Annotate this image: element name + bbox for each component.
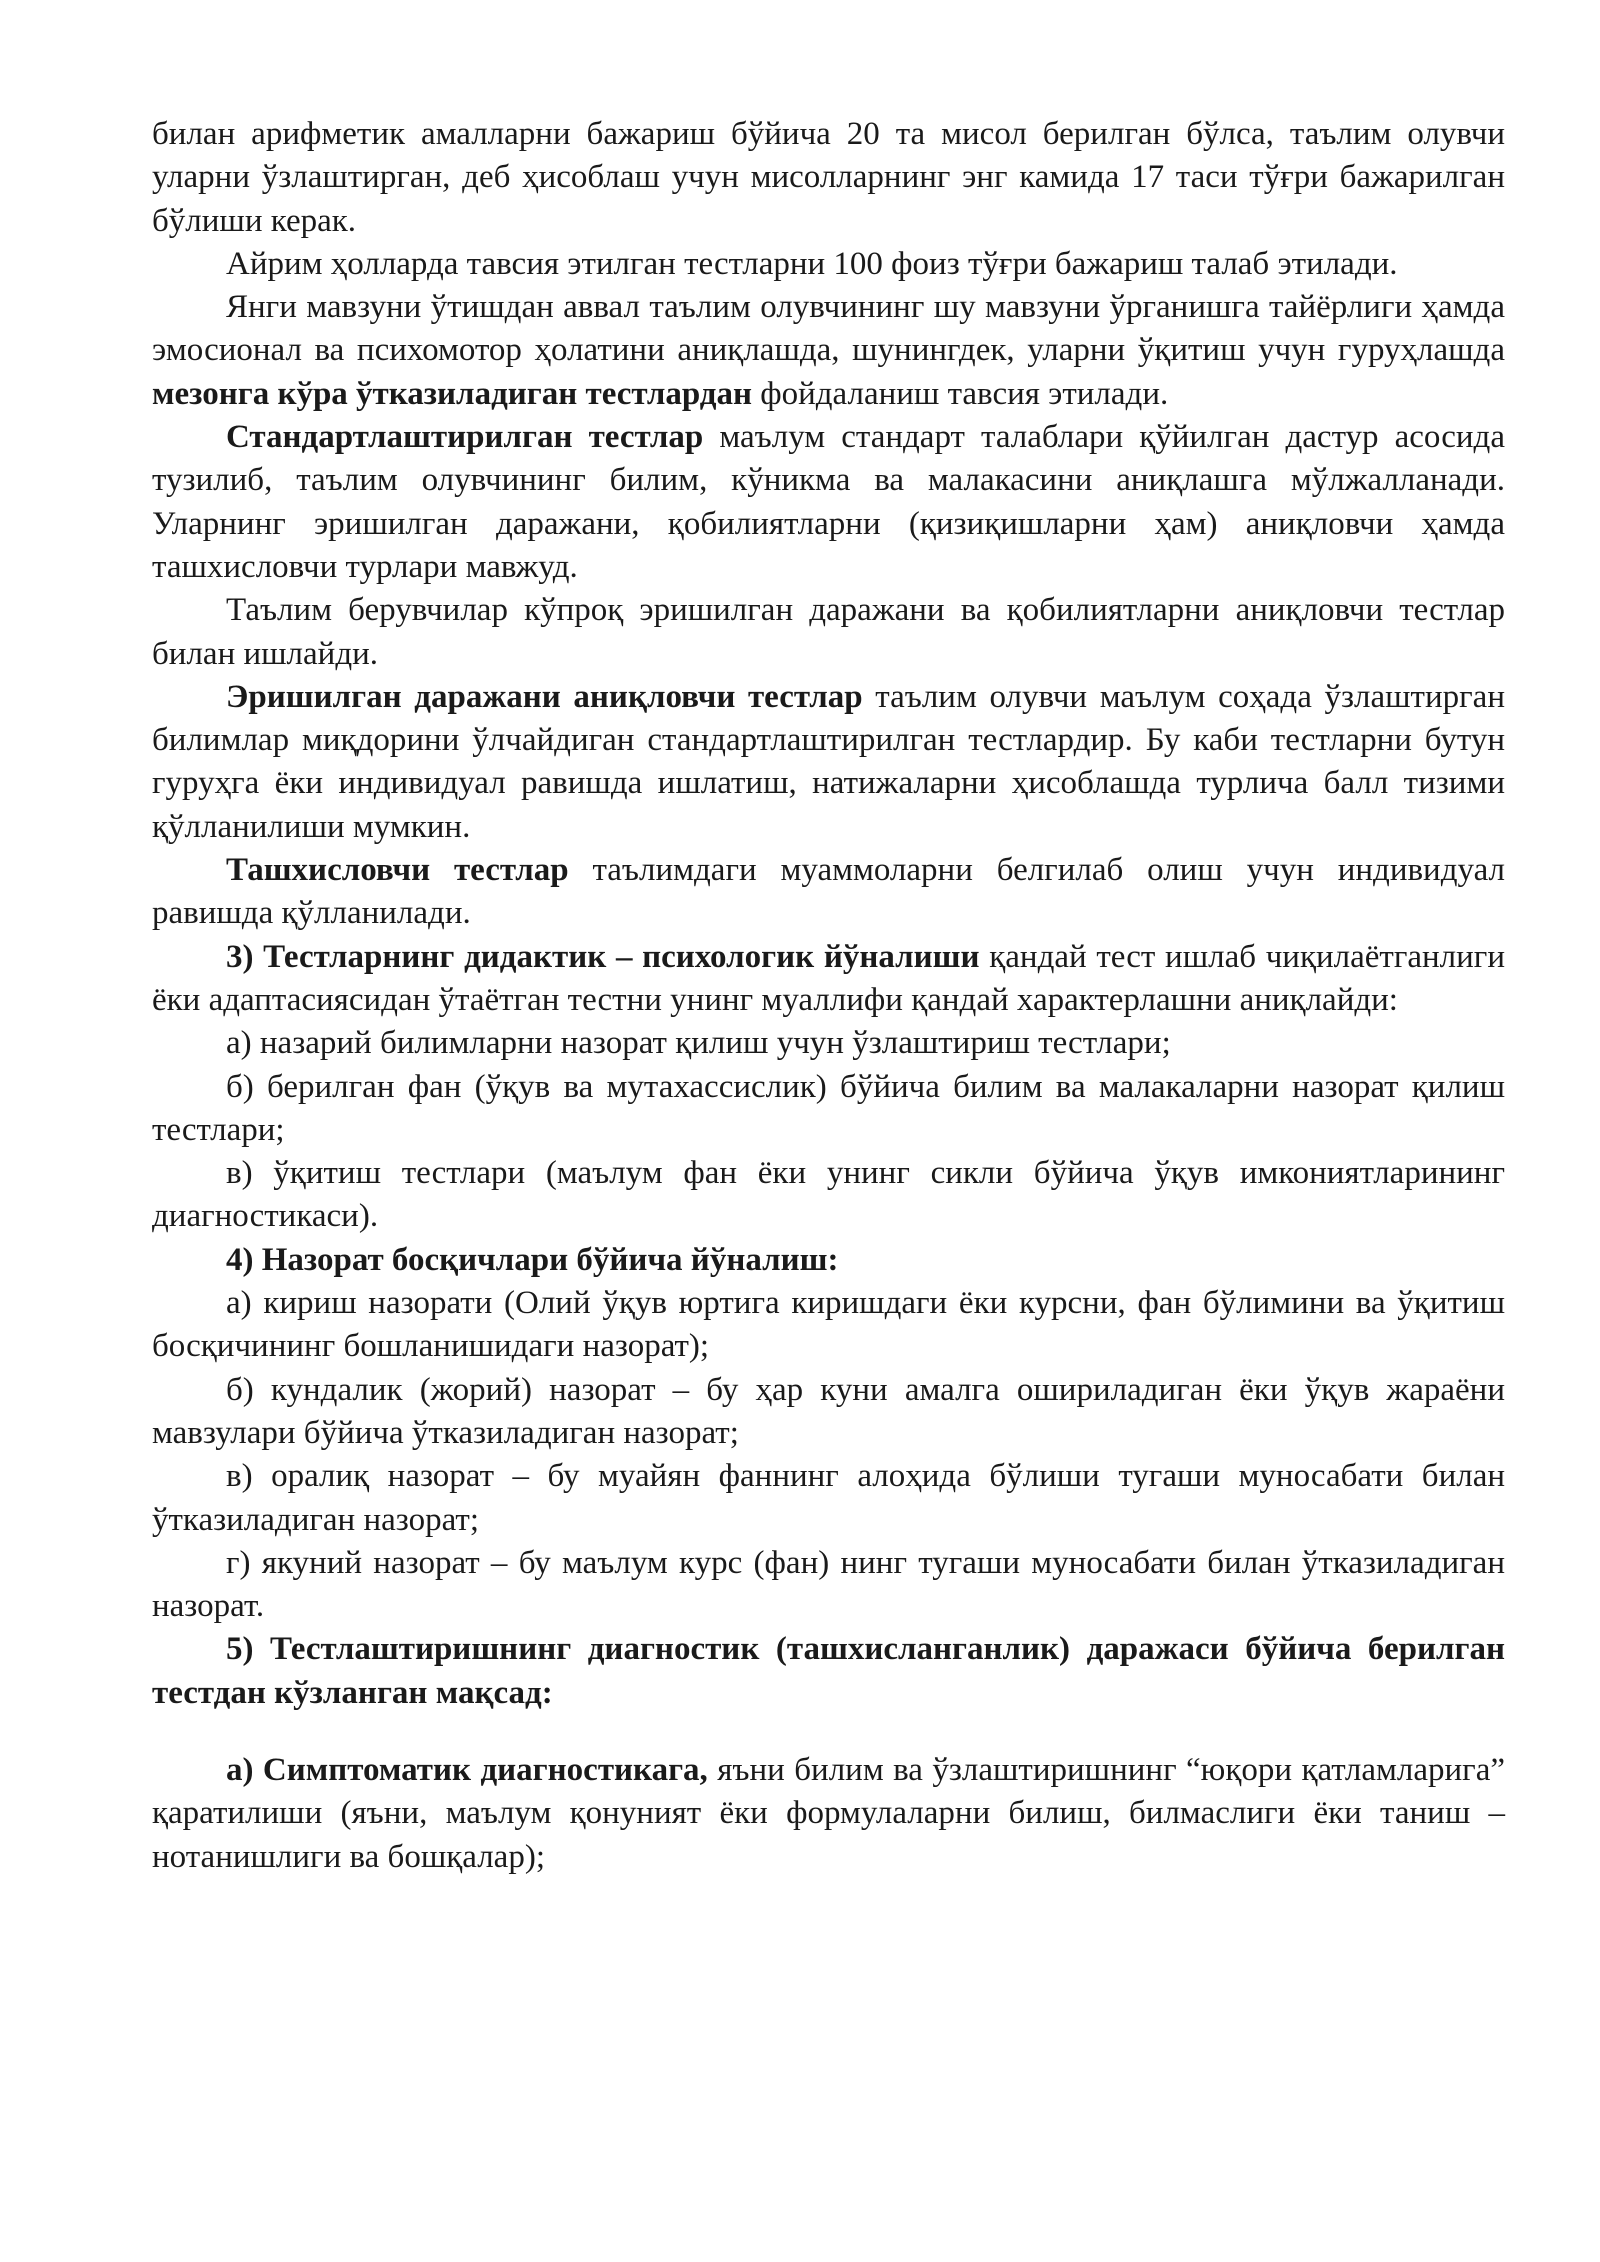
list-item-4d: г) якуний назорат – бу маълум курс (фан) нинг тугаши муносабати билан ўтказиладиган назорат.	[152, 1544, 1505, 1625]
bold-term: Ташхисловчи тестлар	[226, 852, 569, 889]
paragraph-diagnostic-tests: Ташхисловчи тестлар таълимдаги муаммоларни белгилаб олиш учун индивидуал равишда қўлланилади.	[152, 852, 1505, 932]
bold-term: 5) Тестлаштиришнинг диагностик (ташхисланганлик) даражаси бўйича берилган тестдан кўзланган мақсад:	[152, 1631, 1505, 1711]
list-item-5a: а) Симптоматик диагностикага, яъни билим ва ўзлаштиришнинг “юқори қатламларига” қаратилиши (яъни, маълум қонуният ёки формулаларни билиш, билмаслиги ёки таниш – нотанишлиги ва бошқалар);	[152, 1751, 1505, 1875]
bold-term: Эришилган даражани аниқловчи тестлар	[226, 678, 863, 715]
paragraph-continuation: билан арифметик амалларни бажариш бўйича 20 та мисол берилган бўлса, таълим олувчи уларни ўзлаштирган, деб ҳисоблаш учун мисолларнинг энг камида 17 таси тўғри бажарилган бўлиши керак.	[152, 116, 1505, 239]
section-5-heading	[152, 1628, 1505, 1715]
list-item-3a: а) назарий билимларни назорат қилиш учун ўзлаштириш тестлари;	[226, 1025, 1171, 1062]
bold-term: 3) Тестларнинг дидактик – психологик йўналиши	[226, 938, 980, 975]
bold-term: а) Симптоматик диагностикага,	[226, 1751, 708, 1788]
bold-term: Стандартлаштирилган тестлар	[226, 419, 704, 456]
paragraph-100-percent: Айрим ҳолларда тавсия этилган тестларни 100 фоиз тўғри бажариш талаб этилади.	[226, 245, 1398, 282]
list-item-4a: а) кириш назорати (Олий ўқув юртига киришдаги ёки курсни, фан бўлимини ва ўқитиш босқичининг бошланишидаги назорат);	[152, 1285, 1505, 1365]
paragraph-standardized-tests: Стандартлаштирилган тестлар маълум стандарт талаблари қўйилган дастур асосида тузилиб, таълим олувчининг билим, кўникма ва малакасини аниқлашга мўлжалланади. Уларнинг эришилган даражани, қобилиятларни (қизиқишларни ҳам) аниқловчи ҳамда ташхисловчи турлари мавжуд.	[152, 419, 1505, 585]
list-item-4b: б) кундалик (жорий) назорат – бу ҳар куни амалга ошириладиган ёки ўқув жараёни мавзулари бўйича ўтказиладиган назорат;	[152, 1371, 1505, 1451]
section-3-heading: 3) Тестларнинг дидактик – психологик йўналиши қандай тест ишлаб чиқилаётганлиги ёки адаптасиясидан ўтаётган тестни унинг муаллифи қандай характерлашни аниқлайди:	[152, 938, 1505, 1018]
paragraph-new-topic: Янги мавзуни ўтишдан аввал таълим олувчининг шу мавзуни ўрганишга тайёрлиги ҳамда эмосионал ва психомотор ҳолатини аниқлашда, шунингдек, уларни ўқитиш учун гуруҳлашда мезонга кўра ўтказиладиган тестлардан фойдаланиш тавсия этилади.	[152, 289, 1505, 412]
paragraph-achievement-tests: Эришилган даражани аниқловчи тестлар таълим олувчи маълум соҳада ўзлаштирган билимлар миқдорини ўлчайдиган стандартлаштирилган тестлардир. Бу каби тестларни бутун гуруҳга ёки индивидуал равишда ишлатиш, натижаларни ҳисоблашда турлича балл тизими қўлланилиши мумкин.	[152, 678, 1505, 845]
list-item-4c: в) оралиқ назорат – бу муайян фаннинг алоҳида бўлиши тугаши муносабати билан ўтказиладиган назорат;	[152, 1458, 1505, 1538]
list-item-3b: б) берилган фан (ўқув ва мутахассислик) бўйича билим ва малакаларни назорат қилиш тестлари;	[152, 1068, 1505, 1148]
list-item-3c: в) ўқитиш тестлари (маълум фан ёки унинг сикли бўйича ўқув имкониятларининг диагностикаси).	[152, 1155, 1505, 1235]
paragraph-educators: Таълим берувчилар кўпроқ эришилган даражани ва қобилиятларни аниқловчи тестлар билан ишлайди.	[152, 592, 1505, 672]
section-4-heading	[152, 1239, 1505, 1282]
bold-term: 4) Назорат босқичлари бўйича йўналиш:	[226, 1241, 839, 1278]
bold-term: мезонга кўра ўтказиладиган тестлардан	[152, 375, 752, 412]
